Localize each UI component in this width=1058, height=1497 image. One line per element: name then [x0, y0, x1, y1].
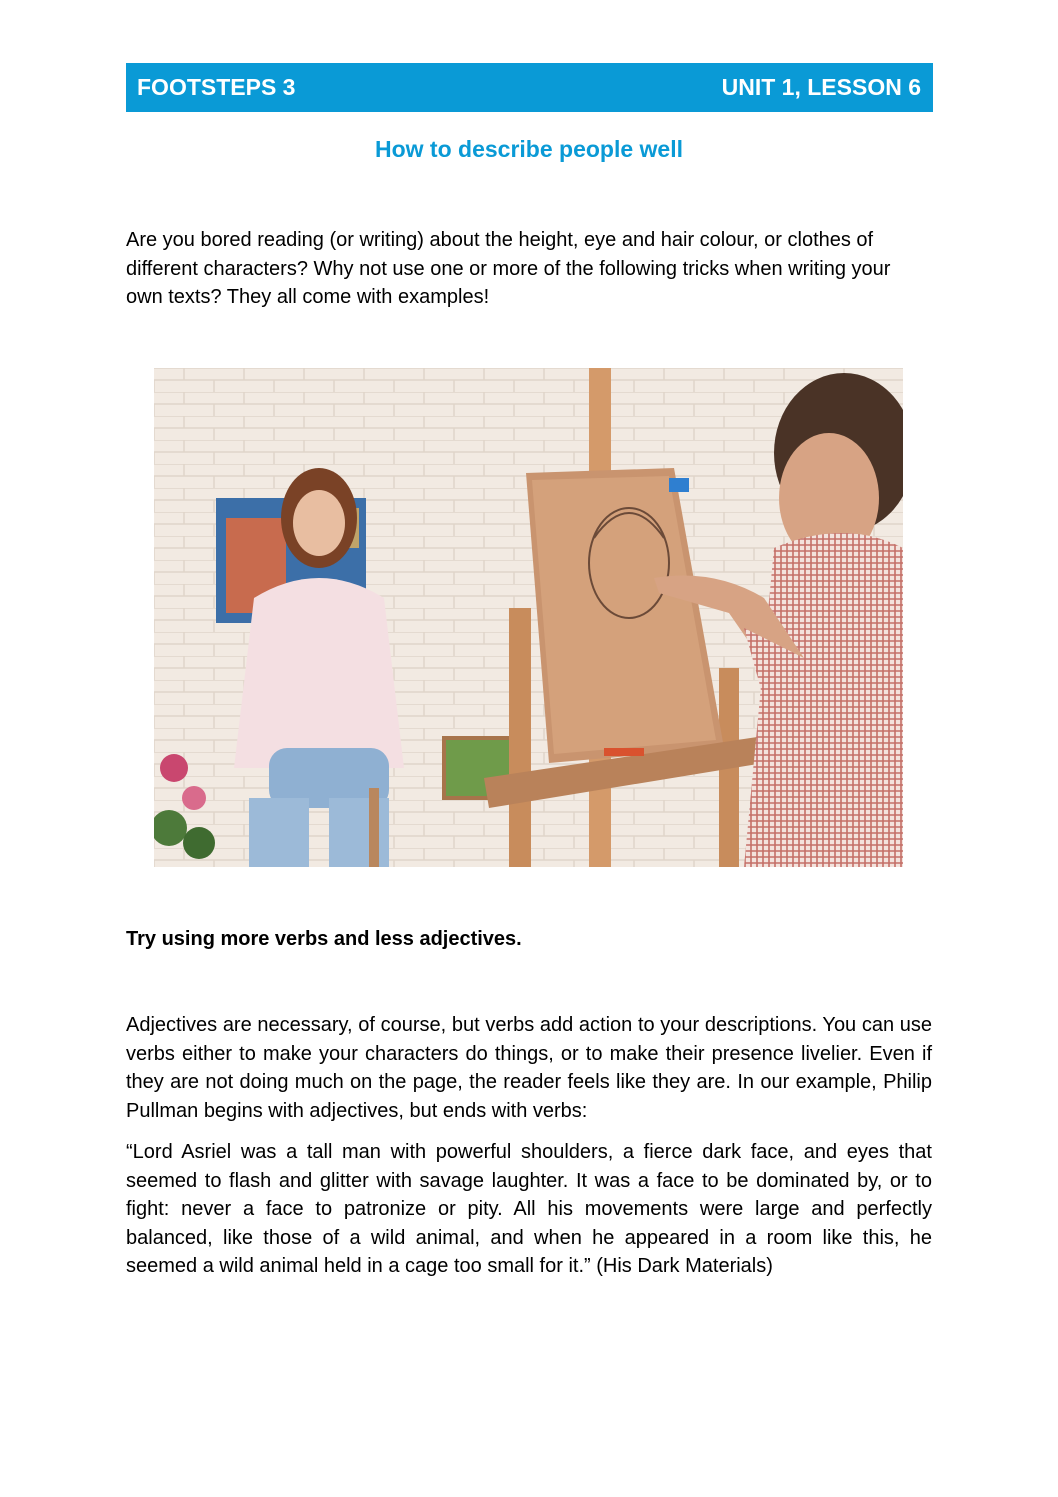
course-name: FOOTSTEPS 3 — [137, 74, 296, 100]
page-title: How to describe people well — [374, 136, 683, 162]
example-quote: “Lord Asriel was a tall man with powerful shoulders, a fierce dark face, and eyes that seemed to flash and glitter with savage laughter. It was a face to be dominated by, or to fight: never a face to patronize or pity. All his movements were large and perfectly balanced, like those of a wild animal, and when he appeared in a room like this, he seemed a wild animal held in a cage too small for it.” (His Dark Materials) — [126, 1141, 932, 1277]
body-paragraph: Adjectives are necessary, of course, but verbs add action to your descriptions. You can use verbs either to make your characters do things, or to make their presence livelier. Even if they are not doing much on the page, the reader feels like they are. In our example, Philip Pullman begins with adjectives, but ends with verbs: — [126, 1014, 932, 1122]
header-bar — [126, 63, 933, 112]
intro-paragraph: Are you bored reading (or writing) about the height, eye and hair colour, or clothes of different characters? Why not use one or more of the following tricks when writing your own texts? They all come with examples! — [126, 229, 891, 308]
unit-lesson-label: UNIT 1, LESSON 6 — [721, 74, 921, 100]
section-heading: Try using more verbs and less adjectives. — [126, 928, 522, 950]
artist-painting-portrait-photo — [154, 368, 903, 867]
